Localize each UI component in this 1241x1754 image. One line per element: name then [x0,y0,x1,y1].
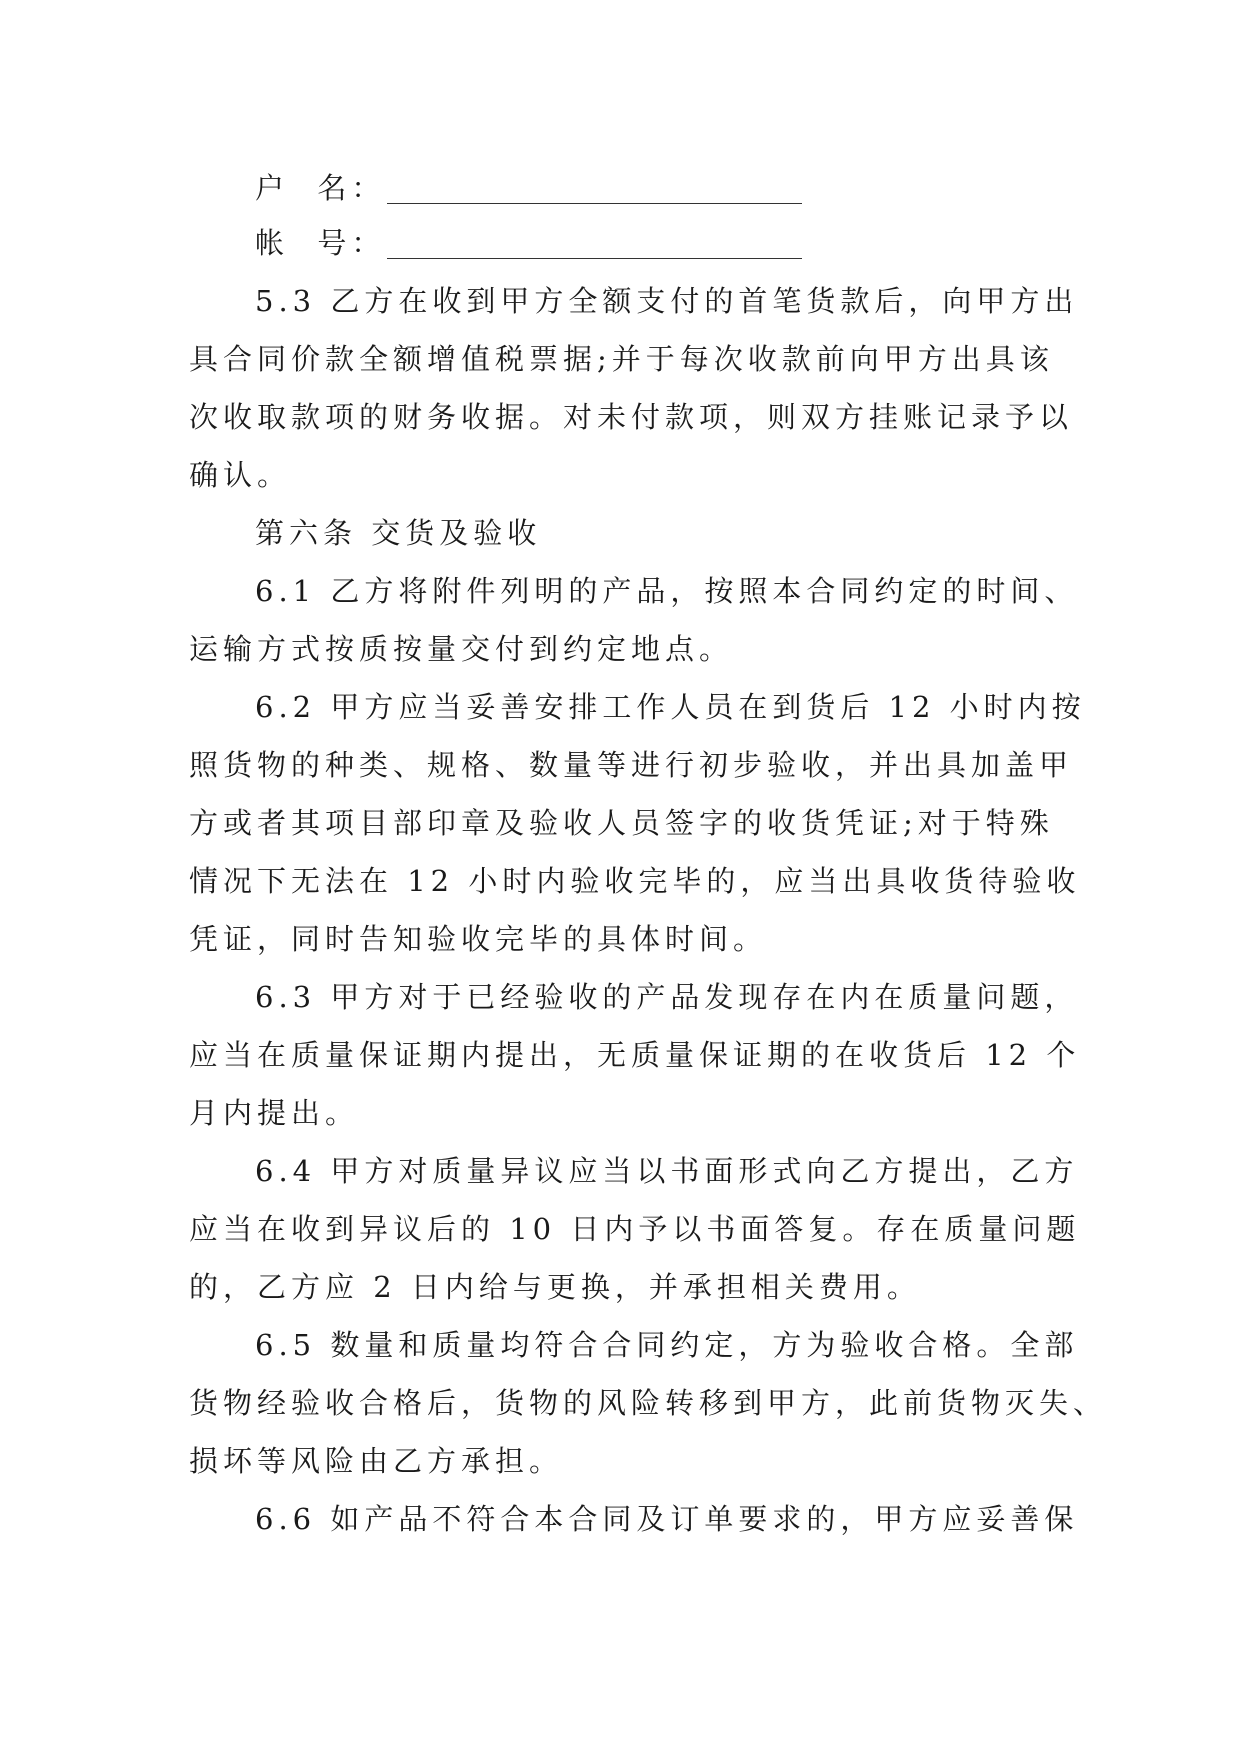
paragraph-line: 次收取款项的财务收据。对未付款项，则双方挂账记录予以 [189,400,1074,434]
paragraph-line: 应当在收到异议后的 10 日内予以书面答复。存在质量问题 [189,1212,1081,1246]
paragraph-line: 方或者其项目部印章及验收人员签字的收货凭证;对于特殊 [189,806,1054,840]
paragraph-line: 6.2 甲方应当妥善安排工作人员在到货后 12 小时内按 [255,690,1086,724]
paragraph-line: 应当在质量保证期内提出，无质量保证期的在收货后 12 个 [189,1038,1081,1072]
account-number-label: 帐 号： [255,226,386,260]
paragraph-line: 确认。 [189,458,292,492]
paragraph-line: 运输方式按质按量交付到约定地点。 [189,632,734,666]
paragraph-line: 5.3 乙方在收到甲方全额支付的首笔货款后，向甲方出 [255,284,1079,318]
paragraph-line: 的，乙方应 2 日内给与更换，并承担相关费用。 [189,1270,921,1304]
paragraph-line: 6.1 乙方将附件列明的产品，按照本合同约定的时间、 [255,574,1079,608]
paragraph-line: 情况下无法在 12 小时内验收完毕的，应当出具收货待验收 [189,864,1081,898]
paragraph-line: 损坏等风险由乙方承担。 [189,1444,564,1478]
paragraph-line: 6.4 甲方对质量异议应当以书面形式向乙方提出，乙方 [255,1154,1079,1188]
paragraph-line: 6.3 甲方对于已经验收的产品发现存在内在质量问题， [255,980,1079,1014]
account-number-row [255,225,802,261]
account-number-blank [387,257,802,259]
paragraph-line: 6.5 数量和质量均符合合同约定，方为验收合格。全部 [255,1328,1079,1362]
account-name-blank [387,202,802,204]
paragraph-line: 照货物的种类、规格、数量等进行初步验收，并出具加盖甲 [189,748,1074,782]
account-name-label: 户 名： [255,171,386,205]
section-heading: 第六条 交货及验收 [255,516,542,550]
paragraph-line: 凭证，同时告知验收完毕的具体时间。 [189,922,768,956]
paragraph-line: 月内提出。 [189,1096,360,1130]
paragraph-line: 货物经验收合格后，货物的风险转移到甲方，此前货物灭失、 [189,1386,1108,1420]
account-name-row [255,170,802,206]
paragraph-line: 6.6 如产品不符合本合同及订单要求的，甲方应妥善保 [255,1502,1079,1536]
paragraph-line: 具合同价款全额增值税票据;并于每次收款前向甲方出具该 [189,342,1054,376]
